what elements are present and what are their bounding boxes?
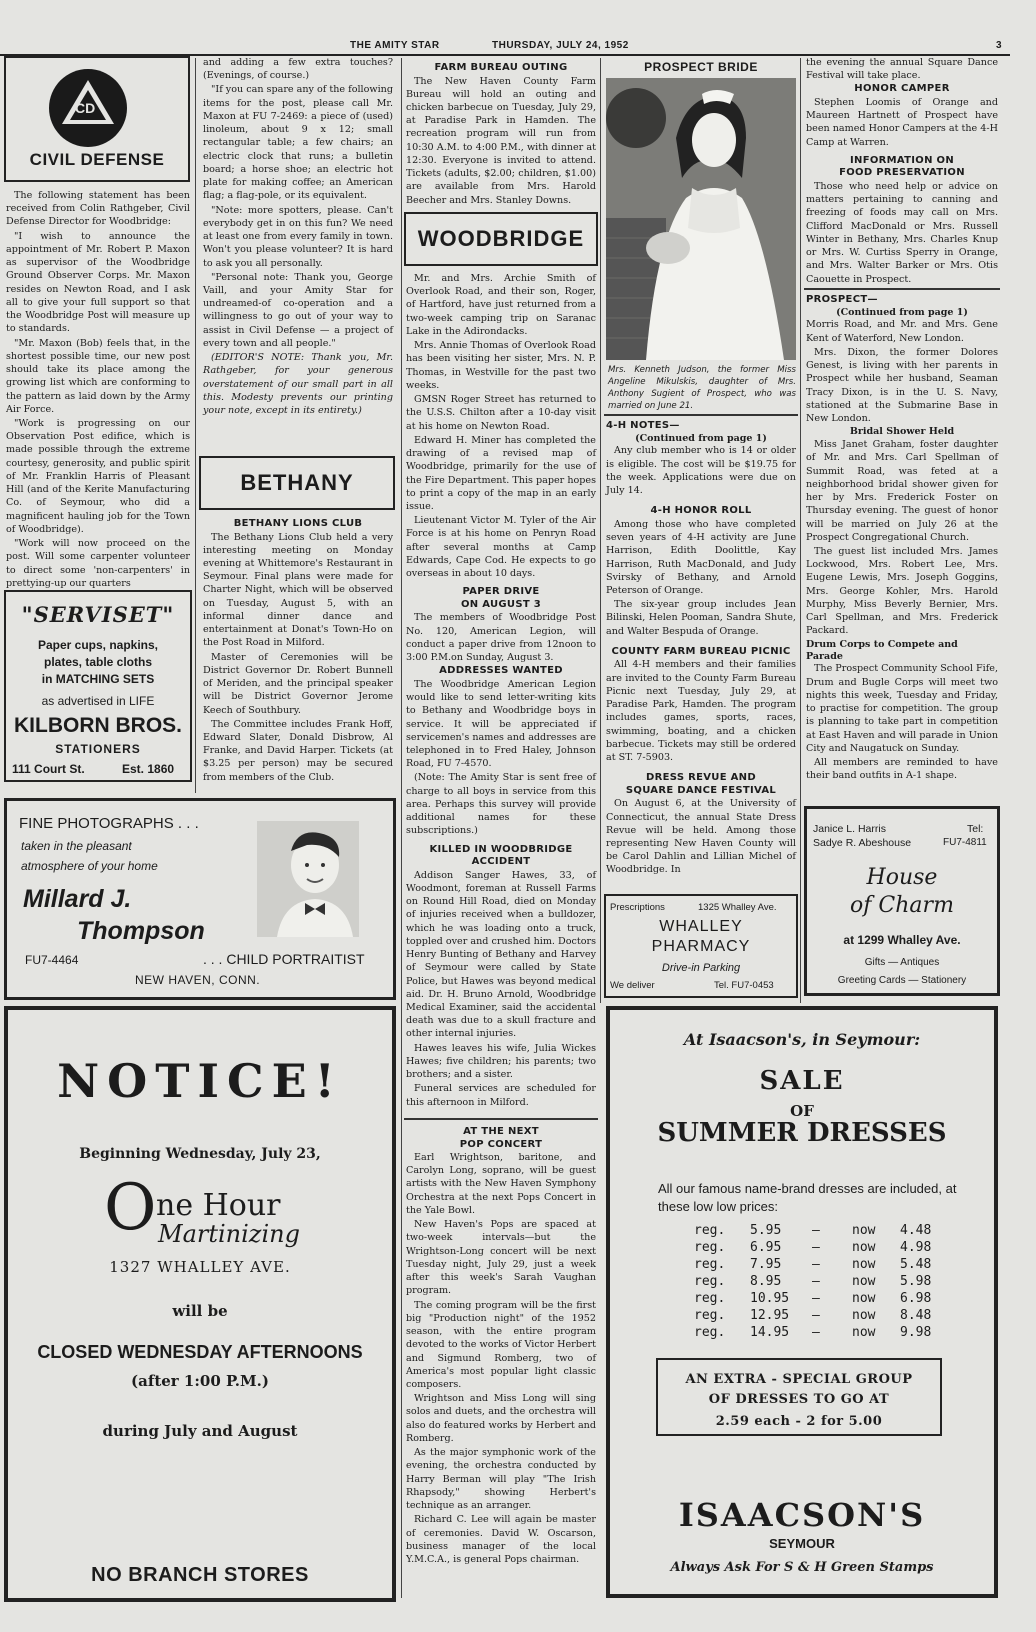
price-row: reg. 8.95 — now 5.98 [694, 1274, 932, 1289]
headline: PROSPECT— [806, 294, 878, 305]
headline: KILLED IN WOODBRIDGE [429, 843, 573, 855]
headline: Bridal Shower Held [849, 426, 955, 438]
house-of-charm-ad [804, 806, 1000, 996]
sale-of: OF [790, 1102, 814, 1120]
charm-gifts: Gifts — Antiques [864, 957, 940, 968]
price-row: reg. 5.95 — now 4.48 [694, 1223, 932, 1238]
pharmacy-name: PHARMACY [651, 938, 751, 955]
headline: HONOR CAMPER [854, 83, 950, 95]
notice-line: Beginning Wednesday, July 23, [79, 1146, 321, 1162]
price-row: reg. 12.95 — now 8.48 [694, 1308, 932, 1323]
subheadline: (Continued from page 1) [635, 432, 767, 444]
subheadline: SQUARE DANCE FESTIVAL [625, 784, 777, 796]
price-row: reg. 14.95 — now 9.98 [694, 1325, 932, 1340]
subheadline: ON AUGUST 3 [461, 598, 541, 610]
notice-address: 1327 WHALLEY AVE. [109, 1258, 291, 1276]
photo-ad-line: atmosphere of your home [21, 859, 158, 873]
photographer-ad [4, 798, 396, 1000]
notice-footer: NO BRANCH STORES [91, 1564, 309, 1586]
price-row: reg. 7.95 — now 5.48 [694, 1257, 932, 1272]
charm-owner: Janice L. Harris [813, 823, 886, 835]
subheadline: POP CONCERT [459, 1138, 543, 1150]
photo-ad-line: taken in the pleasant [21, 839, 132, 853]
isaacson-intro-line: At Isaacson's, in Seymour: [683, 1030, 921, 1049]
headline: AT THE NEXT [463, 1126, 539, 1137]
extra-line: AN EXTRA - SPECIAL GROUP [685, 1372, 913, 1387]
pharmacy-drive-in: Drive-in Parking [661, 962, 741, 974]
civil-defense-article: The following statement has been received from Colin Rathgeber, Civil Defense Director for Woodbridge: "I wish to announce the appointment of Mr. Robert P. Maxon as supervisor of the Woodbridge Ground Observer Corps. Mr. Maxon resides on Newton Road, and I ask all to give your full support so that the Woodbridge Post will measure up to standards. "Mr. Maxon (Bob) feels that, in the shortest possible time, our new post should take its place among the growing list which are conforming to the pattern as laid down by the Army Air Force. "Work is progressing on our Observation Post edifice, which is made possible through the extreme courtesy, generosity, and public spirit of Mr. Franklin Harris of Pleasant Hill (and of the Kerite Manufacturing Co. of Seymour, who did a magnificent hauling job for the Town of Woodbridge). "Work will now proceed on the post. Will some carpenter volunteer to direct some 'non-carpenters' in prettying-up our quarters [6, 190, 190, 589]
headline: PAPER DRIVE [462, 586, 540, 598]
charm-owner: Sadye R. Abeshouse [813, 837, 912, 849]
four-h-column: 4-H NOTES— (Continued from page 1) Any club member who is 14 or older is eligible. The cost will be $19.75 for the week. Applications were due on July 14. 4-H HONOR ROLL Among those who have completed seven years of 4-H activity are June Harrison, Edith Doolittle, Kay Harrison, Ruth MacDonald, and Judy Svirsky of Bethany, and Arnold Peterson of Orange. The six-year group includes Jean Bilinski, Helen Pooman, Sandra Shute, and Walter Bespuda of Orange. COUNTY FARM BUREAU PICNIC All 4-H members and their families are invited to the County Farm Bureau Picnic next Tuesday, July 29, at Paradise Park, Hamden. The program includes games, sports, races, swimming, boating, and a chicken barbecue. Tickets may still be ordered at ST. 7-5903. DRESS REVUE AND SQUARE DANCE FESTIVAL On August 6, at the University of Connecticut, the annual State Dress Revue will be held. Among those representing New Haven County will be Carol Dahlin and Lillian Michel of Woodbridge. In [606, 420, 796, 876]
martinizing-notice-ad [4, 1006, 396, 1602]
brand-name: Martinizing [158, 1220, 300, 1248]
masthead [0, 38, 1036, 54]
summer-dresses-heading: SUMMER DRESSES [657, 1118, 947, 1148]
headline: INFORMATION ON [850, 154, 954, 166]
woodbridge-header: WOODBRIDGE [404, 212, 598, 266]
civil-defense-title: CIVIL DEFENSE [29, 150, 165, 169]
kilborn-sub: STATIONERS [55, 742, 141, 756]
headline: BETHANY LIONS CLUB [233, 518, 363, 529]
civil-defense-icon: CD [42, 68, 134, 148]
bride-photo [606, 78, 796, 360]
column-rule [401, 58, 402, 1598]
charm-phone: FU7-4811 [943, 837, 987, 848]
notice-line: will be [172, 1302, 228, 1320]
serviset-title: "SERVISET" [21, 602, 175, 627]
pharmacy-name: WHALLEY [659, 918, 743, 935]
photographer-name: Thompson [77, 917, 205, 945]
column-rule [600, 58, 601, 1003]
subheadline: ACCIDENT [471, 856, 531, 868]
whalley-pharmacy-ad [604, 894, 798, 998]
headline: 4-H HONOR ROLL [650, 505, 752, 517]
child-portrait-photo [257, 821, 359, 937]
headline: DRESS REVUE AND [646, 772, 756, 784]
pharmacy-delivery: We deliver [610, 980, 655, 991]
column-rule [800, 58, 801, 1003]
pharmacy-address: 1325 Whalley Ave. [698, 902, 777, 913]
page-number: 3 [996, 40, 1002, 51]
bride-caption: Mrs. Kenneth Judson, the former Miss Angeline Mikulskis, daughter of Mrs. Anthony Sugient of Prospect, who was married on June 21. [608, 365, 796, 412]
charm-address: at 1299 Whalley Ave. [843, 933, 961, 947]
headline: FARM BUREAU OUTING [434, 62, 568, 73]
serviset-line: as advertised in LIFE [41, 694, 155, 708]
brand-initial: O [104, 1171, 157, 1245]
civil-defense-continued: and adding a few extra touches? (Evenings, of course.) "If you can spare any of the following items for the post, please call Mr. Maxon at FU 7-2469: a piece of (used) linoleum, about 9 x 12; small rectangular table; a few chairs; an electric clock that runs; a bulletin board; a horse shoe; an electric hot plate for making coffee; an American flag; a flag-pole, or its equivalent. "Note: more spotters, please. Can't everybody get in on this fun? We need at least one from every family in town. Won't you please volunteer? It is hard to ask you all personally. "Personal note: Thank you, George Vaill, and your Amity Star for undreamed-of co-operation and a willingness to go out of your way to assist in Civil Defense — a project of every town and all people." (EDITOR'S NOTE: Thank you, Mr. Rathgeber, for your generous overstatement of our small part in all this. Modesty prevents our printing your note, except in its entirety.) [203, 57, 393, 417]
pop-concert-article: AT THE NEXT POP CONCERT Earl Wrightson, baritone, and Carolyn Long, soprano, will be guest artists with the New Haven Symphony Orchestra at the next Pops Concert in the Yale Bowl. New Haven's Pops are spaced at two-week intervals—but the Wrightson-Long concert will be next Tuesday night, July 29, just a week after this week's Sarah Vaughan program. The coming program will be the first big "Production night" of the 1952 season, with the entire program devoted to the works of Victor Herbert and Sigmund Romberg, two of America's most popular light classic composers. Wrightson and Miss Long will sing solos and duets, and the orchestra will also do featured works by Herbert and Romberg. As the major symphonic work of the evening, the orchestra conducted by Harry Berman will play "The Irish Rhapsody," showing Herbert's technique as an arranger. Richard C. Lee will again be master of ceremonies. David W. Oscarson, business manager of the local Y.M.C.A., is general Pops chairman. [406, 1126, 596, 1566]
notice-title: NOTICE! [57, 1054, 343, 1108]
photographer-name: Millard J. [23, 885, 132, 913]
serviset-ad [4, 590, 192, 782]
section-rule [404, 1118, 598, 1120]
serviset-line: Paper cups, napkins, [37, 638, 159, 652]
farm-bureau-article: FARM BUREAU OUTING The New Haven County Farm Bureau will hold an outing and chicken barbecue on Tuesday, July 29, at Paradise Park in Hamden. The recreation program will run from 10:30 A.M. to 4:00 P.M., with dinner at 12:30. Everyone is invited to attend. Tickets (adults, $2.00; children, $1.00) are available from Mrs. Harold Beecher and Mrs. Stanley Downs. [406, 62, 596, 206]
headline: COUNTY FARM BUREAU PICNIC [611, 645, 791, 657]
price-list [694, 1222, 954, 1341]
extra-line: OF DRESSES TO GO AT [708, 1392, 890, 1407]
headline: ADDRESSES WANTED [439, 665, 563, 677]
serviset-line: plates, table cloths [43, 655, 153, 669]
pharmacy-phone: Tel. FU7-0453 [714, 980, 774, 991]
bethany-article: BETHANY LIONS CLUB The Bethany Lions Club held a very interesting meeting on Monday evening at Whittemore's Restaurant in Seymour. Final plans were made for Charter Night, which will be observed on Tuesday, August 5, with an informal dinner dance and entertainment at Donat's Town-Ho on the Post Road in Milford. Master of Ceremonies will be District Governor Dr. Robert Bunnell of Meriden, and the principal speaker will be District Governor Jerome Keech of Southbury. The Committee includes Frank Hoff, Edward Slater, Donald Disbrow, Al Franke, and David Harper. Tickets (at $3.25 per person) may be secured from members of the Club. [203, 518, 393, 783]
isaacson-city: SEYMOUR [769, 1536, 835, 1551]
prospect-bride-heading: PROSPECT BRIDE [644, 60, 758, 74]
section-rule [604, 414, 798, 416]
charm-tel-label: Tel: [967, 823, 984, 835]
isaacson-footer: Always Ask For S & H Green Stamps [670, 1560, 934, 1575]
section-rule [804, 288, 1000, 290]
kilborn-established: Est. 1860 [122, 762, 175, 776]
notice-line: during July and August [102, 1422, 298, 1440]
brand-name: ne Hour [156, 1188, 281, 1223]
notice-closed: CLOSED WEDNESDAY AFTERNOONS [37, 1342, 363, 1362]
column-rule [195, 58, 196, 793]
price-row: reg. 10.95 — now 6.98 [694, 1291, 932, 1306]
notice-line: (after 1:00 P.M.) [131, 1372, 269, 1390]
price-row: reg. 6.95 — now 4.98 [694, 1240, 932, 1255]
prospect-news: PROSPECT— (Continued from page 1) Morris Road, and Mr. and Mrs. Gene Kent of Waterford, New London. Mrs. Dixon, the former Dolores Genest, is living with her parents in Prospect while her husband, Seaman Tracy Dixon, is in the U. S. Navy, stationed at the Submarine Base in New London. Bridal Shower Held Miss Janet Graham, foster daughter of Mr. and Mrs. Carl Spellman of Summit Road, was feted at a neighborhood bridal shower given for her by Mrs. Frederick Foster on Thursday evening. The guest of honor will be married on July 26 at the Prospect Congregational Church. The guest list included Mrs. James Lockwood, Mrs. Robert Lee, Mrs. Eugene Lewis, Mrs. Joseph Goggins, Mrs. George Kohler, Mrs. Harold Murphy, Miss Beverly Bernier, Mrs. Carl Spellman, and Mrs. Frederick Packard. Drum Corps to Compete and Parade The Prospect Community School Fife, Drum and Bugle Corps will meet two nights this week, Tuesday and Friday, to practise for competition. The group is planning to take part in competition at East Haven and will parade in Union City and Naugatuck on Sunday. All members are reminded to have their band outfits in A-1 shape. [806, 294, 999, 782]
bethany-header: BETHANY [199, 456, 395, 510]
charm-script-name: of Charm [850, 893, 954, 918]
woodbridge-news: Mr. and Mrs. Archie Smith of Overlook Road, and their son, Roger, of Hartford, have just returned from a two-week camping trip on Saranac Lake in the Adirondacks. Mrs. Annie Thomas of Overlook Road has been visiting her sister, Mrs. N. P. Thomas, in Westville for the past two weeks. GMSN Roger Street has returned to the U.S.S. Chilton after a 10-day visit at his home on Newton Road. Edward H. Miner has completed the drawing of a revised map of Woodbridge, primarily for the use of the Fire Department. This paper hopes to print a copy of the map in an early issue. Lieutenant Victor M. Tyler of the Air Force is at his home on Penryn Road after several months at Camp Edwards, Cape Cod. He expects to go overseas in about 10 days. PAPER DRIVE ON AUGUST 3 The members of Woodbridge Post No. 120, American Legion, will conduct a paper drive from 12noon to 3:00 P.M.on Sunday, August 3. ADDRESSES WANTED The Woodbridge American Legion would like to send letter-writing kits to Bethany and Woodbridge boys in service. It will be appreciated if servicemen's names and addresses are telephoned in to Fred Haley, Johnson Road, FU 7-4570. (Note: The Amity Star is sent free of charge to all boys in service from this area. Perhaps this survey will provide additional names for these subscriptions.) KILLED IN WOODBRIDGE ACCIDENT Addison Sanger Hawes, 33, of Woodmont, foreman at Russell Farms on Round Hill Road, died on Monday of injuries received when a bulldozer, which he was loading onto a truck, toppled over and crushed him. Doctors Henry Bunting of Bethany and Harvey of Seymour were called by State Police, but Hawes was beyond medical aid. Dr. H. Bruno Arnold, Woodbridge Medical Examiner, said the accidental death was due to a skull fracture and other internal injuries. Hawes leaves his wife, Julia Wickes Hawes; five children; his parents; two brothers; and a sister. Funeral services are scheduled for this afternoon in Milford. [406, 273, 597, 1108]
photo-ad-line: FINE PHOTOGRAPHS . . . [19, 815, 199, 832]
issue-date: THURSDAY, JULY 24, 1952 [492, 40, 629, 51]
kilborn-name: KILBORN BROS. [14, 714, 182, 737]
civil-defense-logo-box [4, 56, 190, 182]
photographer-phone: FU7-4464 [25, 953, 79, 967]
photographer-role: . . . CHILD PORTRAITIST [203, 951, 365, 967]
photographer-city: NEW HAVEN, CONN. [135, 973, 261, 987]
paper-name: THE AMITY STAR [350, 40, 440, 51]
pharmacy-prescriptions: Prescriptions [610, 902, 665, 913]
isaacson-name: ISAACSON'S [678, 1496, 926, 1534]
charm-cards: Greeting Cards — Stationery [837, 975, 967, 986]
kilborn-address: 111 Court St. [12, 762, 85, 776]
headline: 4-H NOTES— [606, 420, 680, 431]
charm-script-name: House [866, 865, 938, 890]
isaacson-sale-ad [606, 1006, 998, 1598]
extra-special-box [656, 1358, 942, 1436]
serviset-line: in MATCHING SETS [41, 672, 155, 686]
sale-intro-text: All our famous name-brand dresses are included, at these low low prices: [658, 1181, 957, 1214]
subheadline: (Continued from page 1) [836, 306, 968, 318]
headline: Drum Corps to Compete and Parade [806, 638, 958, 662]
extra-price: 2.59 each - 2 for 5.00 [715, 1414, 883, 1429]
sale-heading: SALE [759, 1066, 845, 1096]
subheadline: FOOD PRESERVATION [839, 167, 965, 179]
column-five-news: the evening the annual Square Dance Festival will take place. HONOR CAMPER Stephen Loomis of Orange and Maureen Hartnett of Prospect have been named Honor Campers at the 4-H Camp at Warren. INFORMATION ON FOOD PRESERVATION Those who need help or advice on matters pertaining to canning and freezing of foods may call on Mrs. Clifford MacDonald or Mrs. Russell Winter in Bethany, Mrs. Charles Knup or Mrs. W. Curtiss Sperry in Orange, and Mrs. Walter Barker or Mrs. Otis Caouette in Prospect. [806, 57, 998, 285]
